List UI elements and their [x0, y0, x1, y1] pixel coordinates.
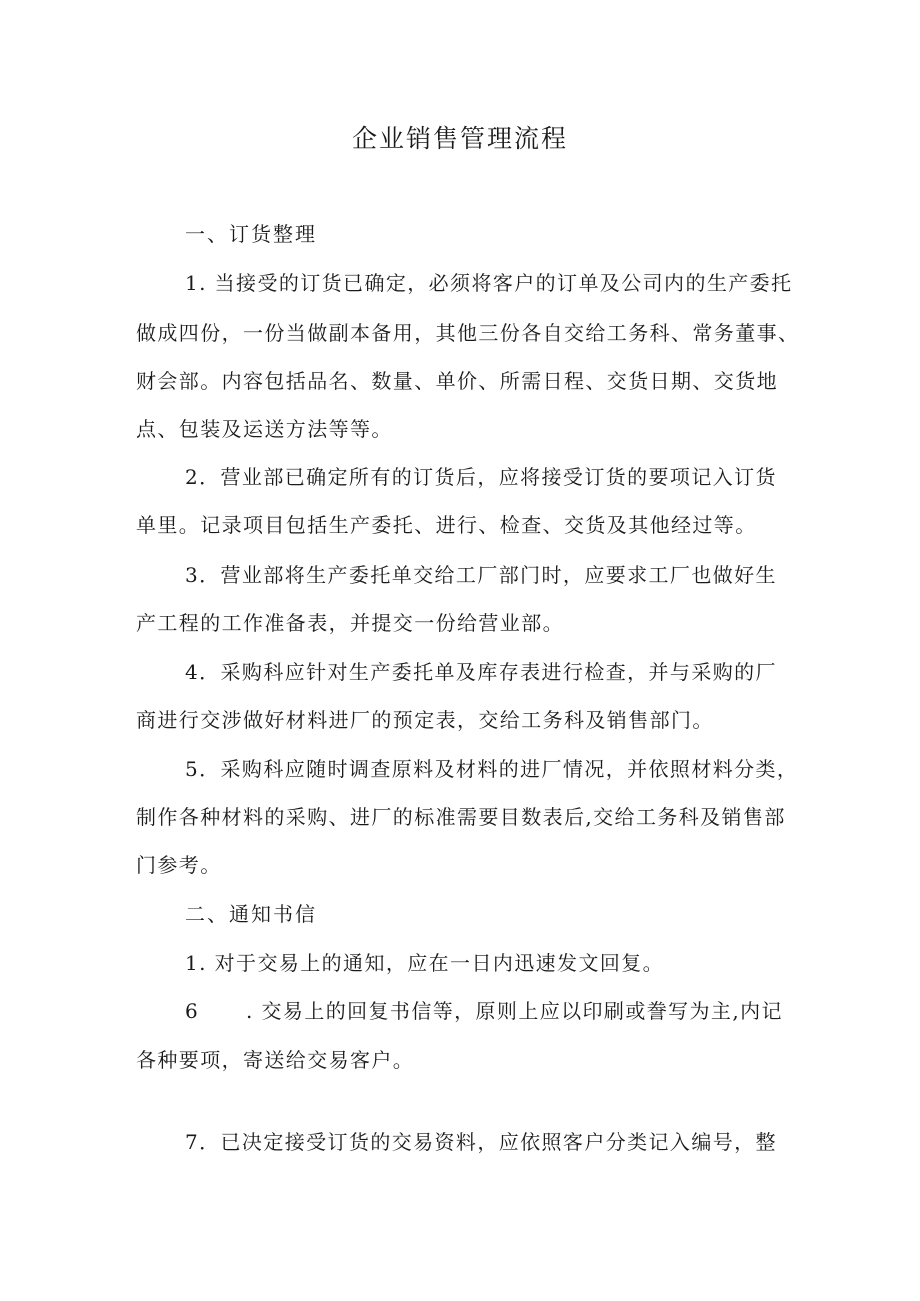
paragraph-line: 商进行交涉做好材料进厂的预定表，交给工务科及销售部门。 — [136, 708, 714, 732]
item-number: 6 — [185, 999, 198, 1023]
paragraph-line: 点、包装及运送方法等等。 — [136, 417, 393, 441]
paragraph-line: 4．采购科应针对生产委托单及库存表进行检查，并与采购的厂 — [185, 660, 777, 684]
page-title: 企业销售管理流程 — [351, 124, 568, 153]
paragraph-line: 门参考。 — [136, 853, 222, 877]
paragraph-line: 产工程的工作准备表，并提交一份给营业部。 — [136, 611, 564, 635]
paragraph-line: 7．已决定接受订货的交易资料，应依照客户分类记入编号，整 — [185, 1130, 777, 1154]
section-heading-notice: 二、通知书信 — [185, 902, 317, 926]
section-heading-order: 一、订货整理 — [185, 222, 317, 246]
paragraph-line: 1. 对于交易上的通知，应在一日内迅速发文回复。 — [185, 951, 665, 975]
paragraph-line: 单里。记录项目包括生产委托、进行、检查、交货及其他经过等。 — [136, 513, 757, 537]
paragraph-line: 3．营业部将生产委托单交给工厂部门时，应要求工厂也做好生 — [185, 563, 777, 587]
paragraph-line: 2．营业部已确定所有的订货后，应将接受订货的要项记入订货 — [185, 465, 777, 489]
paragraph-line: 财会部。内容包括品名、数量、单价、所需日程、交货日期、交货地 — [136, 369, 778, 393]
paragraph-line: 制作各种材料的采购、进厂的标准需要目数表后,交给工务科及销售部 — [136, 805, 786, 829]
paragraph-line: 5．采购科应随时调查原料及材料的进厂情况，并依照材料分类， — [185, 757, 799, 781]
paragraph-line: 做成四份，一份当做副本备用，其他三份各自交给工务科、常务董事、 — [136, 321, 800, 345]
paragraph-line: 各种要项，寄送给交易客户。 — [136, 1048, 415, 1072]
paragraph-line: 1. 当接受的订货已确定，必须将客户的订单及公司内的生产委托 — [185, 271, 793, 295]
paragraph-line: . 交易上的回复书信等，原则上应以印刷或誊写为主,内记 — [246, 999, 783, 1023]
